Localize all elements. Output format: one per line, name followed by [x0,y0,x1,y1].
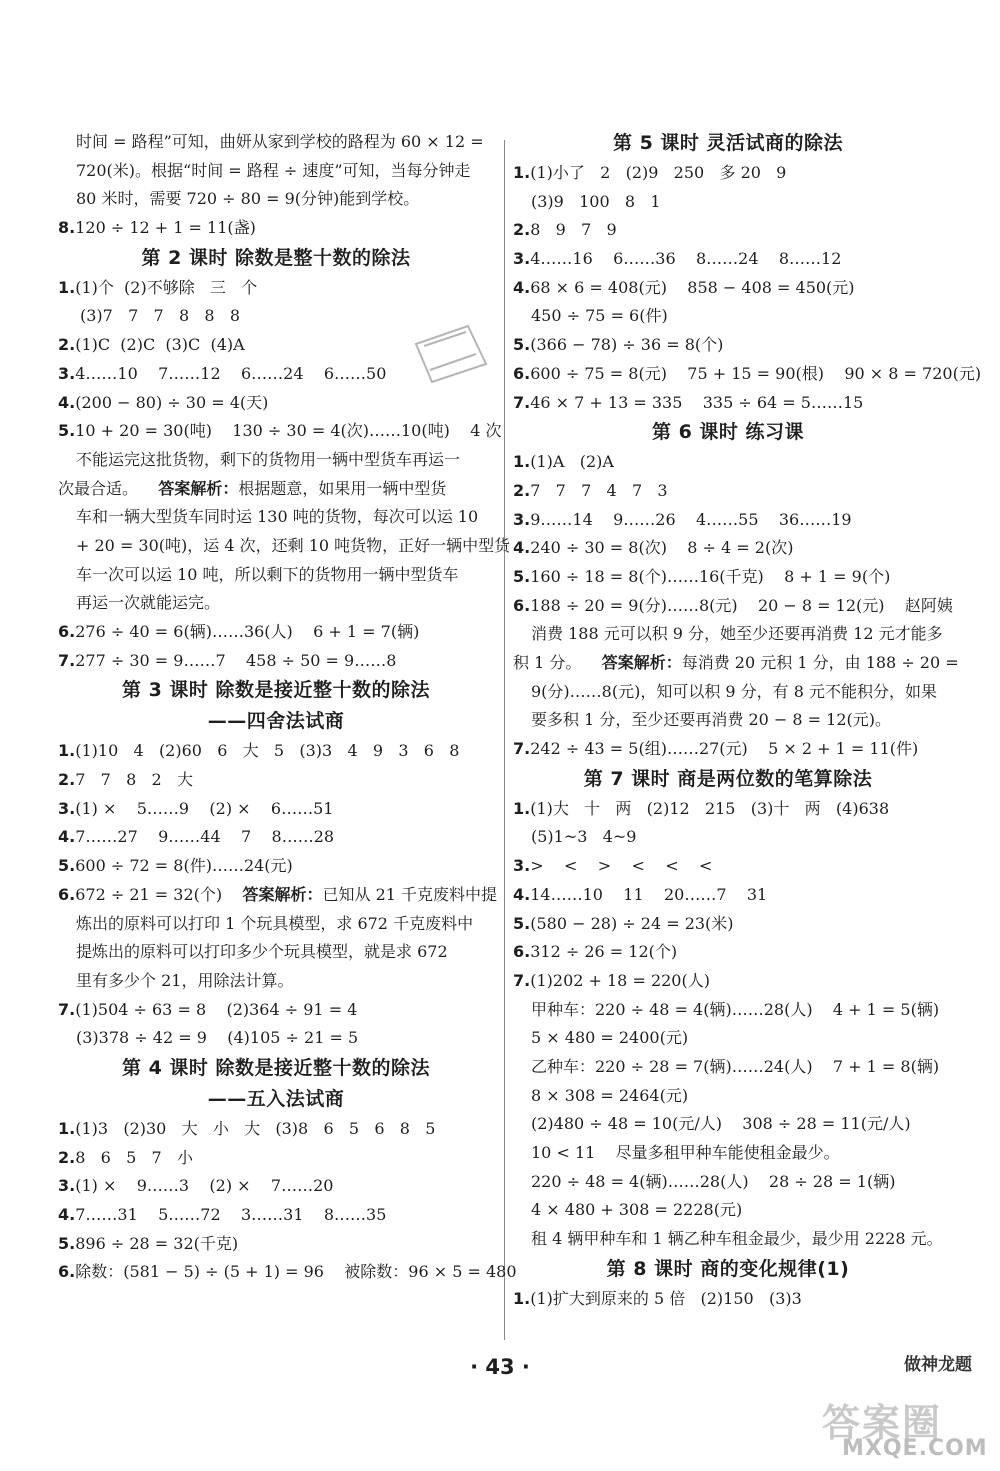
answer-line [513,706,943,735]
section-heading: 第 3 课时 除数是接近整十数的除法 [121,679,431,702]
answer-item [513,938,943,967]
section-heading: ——四舍法试商 [207,710,345,733]
line-text: 9……14 9……26 4……55 36……19 [530,509,852,529]
line-text: 不能运完这批货物，剩下的货物用一辆中型货车再运一 [76,449,461,469]
answer-item [58,766,494,795]
analysis-label: 答案解析： [601,653,682,672]
line-text: > < > < < < [530,856,713,876]
item-number: 6. [58,1262,76,1282]
line-text: 242 ÷ 43 = 5(组)……27(元) 5 × 2 + 1 = 11(件) [530,739,919,759]
line-text: 14……10 11 20……7 31 [530,884,768,904]
series-brand: 做神龙题 [904,1355,972,1375]
line-text: 每消费 20 元积 1 分，由 188 ÷ 20 = [681,653,959,672]
line-text: 7 7 7 4 7 3 [530,480,668,500]
answer-line [58,967,494,996]
stamp-mark [410,320,492,388]
line-text: (1)扩大到原来的 5 倍 (2)150 (3)3 [530,1288,802,1308]
line-text: (1) × 5……9 (2) × 6……51 [75,798,334,818]
watermark-bottom: MXQE.COM [842,1436,988,1461]
line-text: 896 ÷ 28 = 32(千克) [75,1233,239,1253]
item-number: 1. [513,798,531,818]
line-text: 根据题意，如果用一辆中型货 [238,478,447,498]
analysis-label: 答案解析： [158,478,239,498]
item-number: 1. [58,277,76,297]
line-text: (580 − 28) ÷ 24 = 23(米) [530,913,734,933]
answer-item [513,910,943,939]
line-text: 160 ÷ 18 = 8(个)……16(千克) 8 + 1 = 9(个) [530,566,891,586]
answer-item [513,534,943,563]
line-text: 10 < 11 尽量多租甲种车能使租金最少。 [531,1143,840,1162]
line-text: 要多积 1 分，至少还要再消费 20 − 8 = 12(元)。 [531,710,891,730]
answer-line [513,1196,943,1225]
left-column [58,128,517,1287]
answer-item [58,996,494,1025]
right-column [513,128,982,1313]
column-divider [504,140,505,1340]
item-number: 2. [513,220,531,240]
item-number: 1. [513,163,531,182]
item-number: 3. [58,363,76,383]
line-text: 甲种车：220 ÷ 48 = 4(辆)……28(人) 4 + 1 = 5(辆) [531,999,940,1019]
line-text: 80 米时，需要 720 ÷ 80 = 9(分钟)能到学校。 [76,189,420,209]
answer-line [513,649,959,678]
line-text: (3)378 ÷ 42 = 9 (4)105 ÷ 21 = 5 [76,1028,359,1048]
item-number: 2. [513,480,531,500]
answer-line [513,1024,943,1053]
line-text: 炼出的原料可以打印 1 个玩具模型，求 672 千克废料中 [76,913,474,933]
item-number: 6. [58,622,76,641]
line-text: 车和一辆大型货车同时运 130 吨的货物，每次可以运 10 [76,507,479,527]
answer-line [513,1139,943,1168]
line-text: 188 ÷ 20 = 9(分)……8(元) 20 − 8 = 12(元) 赵阿姨 [530,595,953,615]
line-text: (3)7 7 7 8 8 8 [80,306,241,326]
page-number: · 43 · [470,1355,530,1379]
line-text: 再运一次就能运完。 [76,593,221,613]
item-number: 5. [58,421,76,441]
item-number: 5. [58,1233,76,1253]
line-text: 7……27 9……44 7 8……28 [75,827,335,847]
line-text: 9(分)……8(元)，知可以积 9 分，有 8 元不能积分，如果 [531,681,938,701]
answer-line [513,1082,943,1111]
item-number: 5. [513,566,531,586]
line-text: 除数：(581 − 5) ÷ (5 + 1) = 96 被除数：96 × 5 = 480 [75,1262,517,1282]
answer-item [513,245,943,274]
line-text: 8 6 5 7 小 [75,1147,193,1167]
item-number: 3. [58,798,76,818]
line-text: 乙种车：220 ÷ 28 = 7(辆)……24(人) 7 + 1 = 8(辆) [531,1056,940,1076]
answer-item [58,417,502,446]
answer-line [58,446,494,475]
answer-item [513,852,943,881]
item-number: 5. [513,913,531,933]
item-number: 7. [58,650,76,670]
item-number: 4. [58,827,76,847]
answer-item [513,795,943,824]
line-text: 4……16 6……36 8……24 8……12 [530,249,842,269]
line-text: (1)大 十 两 (2)12 215 (3)十 两 (4)638 [530,798,890,818]
line-text: (1)10 4 (2)60 6 大 5 (3)3 4 9 3 6 8 [75,741,460,761]
answer-item [58,389,494,418]
answer-line [513,620,943,649]
item-number: 2. [58,335,76,355]
answer-item [513,592,953,621]
line-text: (1) × 9……3 (2) × 7……20 [75,1176,334,1196]
item-number: 2. [58,1147,76,1167]
line-text: 720(米)。根据“时间 = 路程 ÷ 速度”可知，当每分钟走 [76,160,471,180]
section-heading: 第 8 课时 商的变化规律(1) [606,1257,850,1280]
answer-item [513,274,943,303]
item-number: 7. [58,999,76,1019]
item-number: 6. [513,942,531,962]
line-text: 4……10 7……12 6……24 6……50 [75,363,387,383]
answer-item [58,795,494,824]
watermark-top: 答案圈 [822,1401,943,1445]
answer-line [58,157,494,186]
answer-item [58,214,494,243]
analysis-label: 答案解析： [242,884,323,904]
line-text: 672 ÷ 21 = 32(个) [75,884,243,904]
answer-line [58,561,494,590]
item-number: 8. [58,218,76,238]
answer-line [513,678,943,707]
item-number: 4. [513,884,531,904]
line-text: 8 9 7 9 [530,220,617,240]
item-number: 1. [58,741,76,761]
answer-item [513,735,943,764]
line-text: 8 × 308 = 2464(元) [531,1085,689,1105]
answer-line [513,1168,943,1197]
answer-item [513,448,943,477]
answer-line [58,475,494,504]
answer-item [58,1230,494,1259]
answer-item [513,967,943,996]
line-text: (1)小了 2 (2)9 250 多 20 9 [530,163,787,182]
answer-item [58,1201,494,1230]
line-text: 450 ÷ 75 = 6(件) [531,306,668,326]
answer-item [58,1258,517,1287]
item-number: 4. [58,1205,76,1224]
watermark-logo [812,1392,992,1462]
item-number: 6. [513,595,531,615]
item-number: 3. [513,509,531,529]
line-text: (366 − 78) ÷ 36 = 8(个) [530,335,724,355]
item-number: 5. [513,335,531,355]
line-text: 里有多少个 21，用除法计算。 [76,970,294,990]
answer-line [58,938,494,967]
answer-item [513,389,943,418]
line-text: (1)A (2)A [530,452,614,472]
line-text: 积 1 分。 [513,653,602,672]
line-text: 240 ÷ 30 = 8(次) 8 ÷ 4 = 2(次) [530,538,794,558]
line-text: 4 × 480 + 308 = 2228(元) [531,1200,743,1220]
answer-line [58,185,494,214]
line-text: (2)480 ÷ 48 = 10(元/人) 308 ÷ 28 = 11(元/人) [531,1114,911,1134]
line-text: (1)C (2)C (3)C (4)A [75,335,245,355]
line-text: + 20 = 30(吨)，运 4 次，还剩 10 吨货物，正好一辆中型货 [76,535,511,555]
line-text: 7 7 8 2 大 [75,770,193,790]
line-text: (200 − 80) ÷ 30 = 4(天) [75,392,269,412]
answer-line [513,188,943,217]
line-text: 312 ÷ 26 = 12(个) [530,942,678,962]
line-text: 7……31 5……72 3……31 8……35 [75,1205,387,1224]
line-text: 次最合适。 [58,478,159,498]
line-text: 220 ÷ 48 = 4(辆)……28(人) 28 ÷ 28 = 1(辆) [531,1171,896,1191]
item-number: 4. [513,538,531,558]
answer-line [513,1053,943,1082]
answer-line [58,589,494,618]
item-number: 2. [58,770,76,790]
answer-line [513,1110,943,1139]
answer-item [58,274,494,303]
answer-item [58,852,494,881]
item-number: 4. [513,277,531,297]
line-text: 提炼出的原料可以打印多少个玩具模型，就是求 672 [76,942,448,962]
item-number: 3. [58,1176,76,1196]
line-text: 10 + 20 = 30(吨) 130 ÷ 30 = 4(次)……10(吨) 4 次 [75,421,502,441]
answer-item [513,1285,943,1314]
answer-item [58,881,498,910]
answer-item [513,159,943,188]
item-number: 7. [513,392,531,412]
answer-item [58,1144,494,1173]
answer-item [513,881,943,910]
line-text: (1)3 (2)30 大 小 大 (3)8 6 5 6 8 5 [75,1118,436,1138]
item-number: 6. [513,363,531,383]
answer-line [58,532,511,561]
line-text: (5)1~3 4~9 [531,827,637,847]
answer-item [513,506,943,535]
section-heading: 第 7 课时 商是两位数的笔算除法 [583,767,873,790]
answer-line [58,128,494,157]
answer-item [513,563,943,592]
answer-item [58,618,494,647]
line-text: 消费 188 元可以积 9 分，她至少还要再消费 12 元才能多 [531,624,943,644]
line-text: (1)504 ÷ 63 = 8 (2)364 ÷ 91 = 4 [75,999,358,1019]
item-number: 1. [513,452,531,472]
line-text: 车一次可以运 10 吨，所以剩下的货物用一辆中型货车 [76,564,459,584]
answer-item [58,737,494,766]
answer-line [513,1225,943,1254]
item-number: 1. [58,1118,76,1138]
answer-line [513,302,943,331]
answer-item [513,477,943,506]
line-text: (1)个 (2)不够除 三 个 [75,277,258,297]
section-heading: 第 5 课时 灵活试商的除法 [612,132,844,154]
line-text: (1)202 + 18 = 220(人) [530,970,710,990]
answer-line [58,1024,494,1053]
answer-item [58,647,494,676]
line-text: 600 ÷ 72 = 8(件)……24(元) [75,856,293,876]
line-text: 68 × 6 = 408(元) 858 − 408 = 450(元) [530,277,855,297]
answer-item [58,1115,494,1144]
section-heading: 第 6 课时 练习课 [651,421,805,444]
item-number: 6. [58,884,76,904]
line-text: 已知从 21 千克废料中提 [322,884,498,904]
item-number: 5. [58,856,76,876]
line-text: 时间 = 路程”可知，曲妍从家到学校的路程为 60 × 12 = [76,132,484,151]
line-text: 277 ÷ 30 = 9……7 458 ÷ 50 = 9……8 [75,650,397,670]
line-text: 租 4 辆甲种车和 1 辆乙种车租金最少，最少用 2228 元。 [531,1229,943,1249]
answer-line [513,823,943,852]
answer-line [58,503,494,532]
answer-line [513,996,943,1025]
item-number: 1. [513,1288,531,1308]
item-number: 7. [513,970,531,990]
line-text: 600 ÷ 75 = 8(元) 75 + 15 = 90(根) 90 × 8 = 720(元) [530,363,982,383]
item-number: 3. [513,249,531,269]
answer-line [58,910,494,939]
line-text: 5 × 480 = 2400(元) [531,1028,689,1048]
section-heading: ——五入法试商 [207,1087,345,1110]
item-number: 7. [513,739,531,759]
section-heading: 第 4 课时 除数是接近整十数的除法 [121,1056,431,1079]
item-number: 3. [513,856,531,876]
line-text: 276 ÷ 40 = 6(辆)……36(人) 6 + 1 = 7(辆) [75,622,420,641]
line-text: (3)9 100 8 1 [531,191,661,211]
item-number: 4. [58,392,76,412]
answer-item [58,823,494,852]
line-text: 120 ÷ 12 + 1 = 11(盏) [75,218,256,238]
answer-item [513,216,943,245]
answer-item [58,1172,494,1201]
section-heading: 第 2 课时 除数是整十数的除法 [141,246,411,269]
line-text: 46 × 7 + 13 = 335 335 ÷ 64 = 5……15 [530,392,864,412]
answer-item [513,360,982,389]
answer-item [513,331,943,360]
